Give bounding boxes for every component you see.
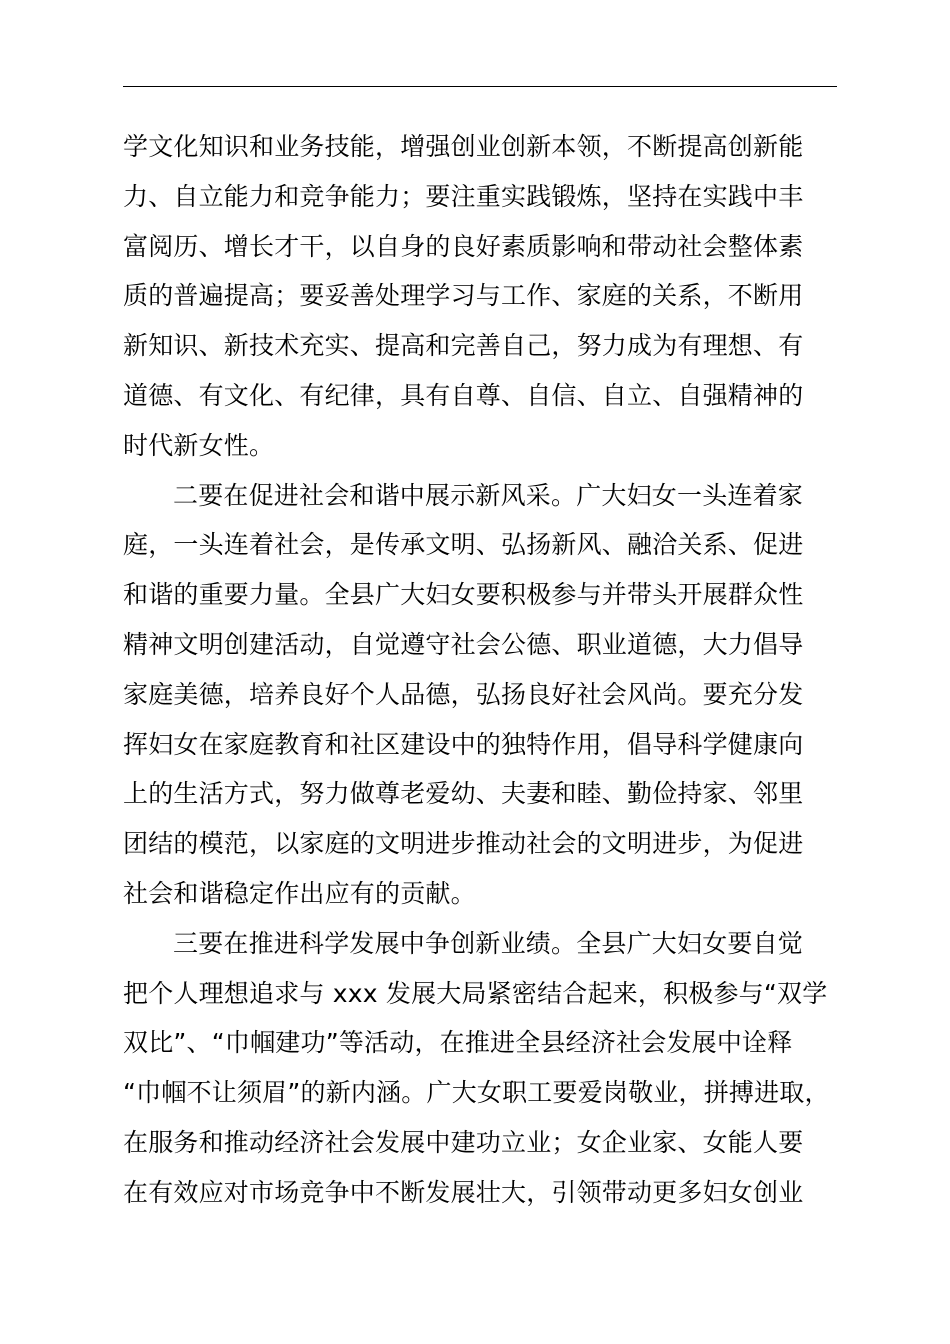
text-line: 精神文明创建活动，自觉遵守社会公德、职业道德，大力倡导 (123, 629, 804, 659)
document-body (123, 122, 883, 1218)
paragraph-start-line: 三要在推进科学发展中争创新业绩。全县广大妇女要自觉 (173, 928, 804, 958)
text-line: 在有效应对市场竞争中不断发展壮大，引领带动更多妇女创业 (123, 1177, 804, 1207)
text-line: 时代新女性。 (123, 430, 275, 460)
text-line: 把个人理想追求与 xxx 发展大局紧密结合起来，积极参与“双学 (123, 978, 828, 1008)
text-line: 在服务和推动经济社会发展中建功立业；女企业家、女能人要 (123, 1127, 804, 1157)
text-line: 上的生活方式，努力做尊老爱幼、夫妻和睦、勤俭持家、邻里 (123, 779, 804, 809)
text-line: “巾帼不让须眉”的新内涵。广大女职工要爱岗敬业，拼搏进取， (123, 1078, 830, 1108)
text-line: 团结的模范，以家庭的文明进步推动社会的文明进步，为促进 (123, 829, 804, 859)
text-line: 和谐的重要力量。全县广大妇女要积极参与并带头开展群众性 (123, 580, 804, 610)
text-line: 双比”、“巾帼建功”等活动，在推进全县经济社会发展中诠释 (123, 1028, 793, 1058)
text-line: 道德、有文化、有纪律，具有自尊、自信、自立、自强精神的 (123, 380, 804, 410)
text-line: 新知识、新技术充实、提高和完善自己，努力成为有理想、有 (123, 331, 804, 361)
header-rule (123, 86, 837, 87)
text-line: 力、自立能力和竞争能力；要注重实践锻炼，坚持在实践中丰 (123, 181, 804, 211)
text-line: 学文化知识和业务技能，增强创业创新本领，不断提高创新能 (123, 132, 804, 161)
text-line: 质的普遍提高；要妥善处理学习与工作、家庭的关系，不断用 (123, 281, 804, 311)
text-line: 庭，一头连着社会，是传承文明、弘扬新风、融洽关系、促进 (123, 530, 804, 560)
text-line: 富阅历、增长才干，以自身的良好素质影响和带动社会整体素 (123, 231, 804, 261)
text-line: 家庭美德，培养良好个人品德，弘扬良好社会风尚。要充分发 (123, 679, 804, 709)
text-line: 社会和谐稳定作出应有的贡献。 (123, 878, 476, 908)
text-line: 挥妇女在家庭教育和社区建设中的独特作用，倡导科学健康向 (123, 729, 804, 759)
paragraph-start-line: 二要在促进社会和谐中展示新风采。广大妇女一头连着家 (173, 480, 804, 510)
